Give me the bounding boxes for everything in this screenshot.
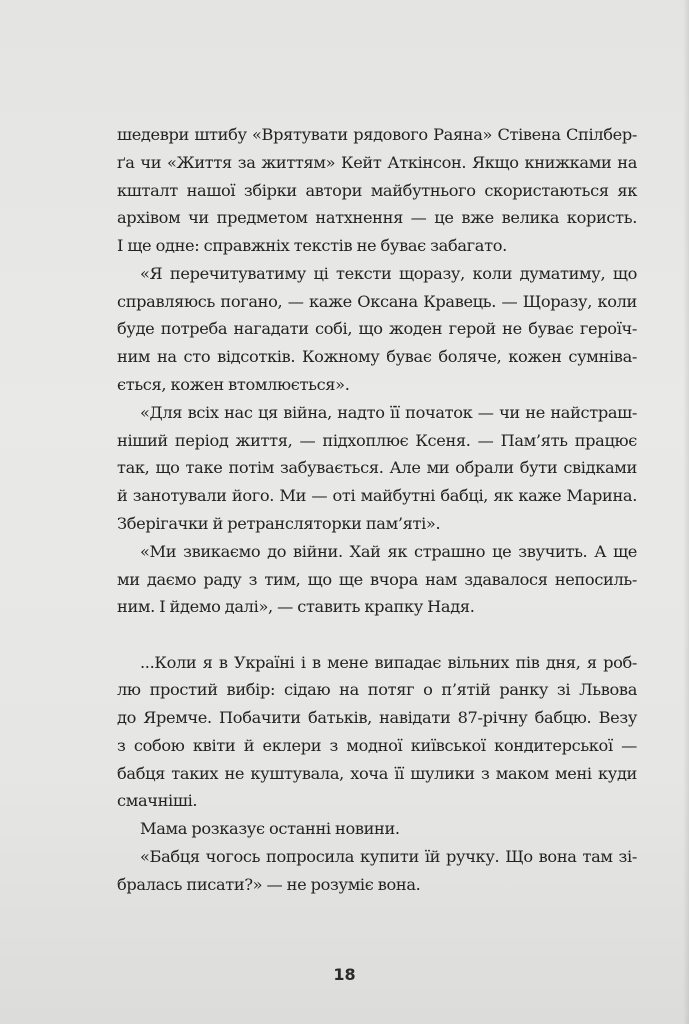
text-line: бралась писати?» — не розуміє вона. (117, 875, 421, 894)
text-line: шедеври штибу «Врятувати рядового Раяна» Стівена Спілбер- (117, 125, 637, 144)
text-line: ється, кожен втомлюється». (117, 375, 350, 394)
text-line: ним на сто відсотків. Кожному буває боляче, кожен сумніва- (117, 347, 637, 366)
text-line: Мама розказує останні новини. (140, 819, 400, 838)
text-line: справляюсь погано, — каже Оксана Кравець. — Щоразу, коли (117, 292, 637, 311)
text-line: бабця таких не куштувала, хоча її шулики з маком мені куди (117, 764, 637, 783)
text-line: ...Коли я в Україні і в мене випадає вільних пів дня, я роб- (140, 653, 637, 672)
text-line: до Яремче. Побачити батьків, навідати 87-річну бабцю. Везу (117, 708, 637, 727)
text-line: ґа чи «Життя за життям» Кейт Аткінсон. Якщо книжками на (117, 153, 637, 172)
text-line: буде потреба нагадати собі, що жоден герой не буває героїч- (117, 319, 637, 338)
text-line: «Я перечитуватиму ці тексти щоразу, коли думатиму, що (140, 264, 637, 283)
text-line: ним. І йдемо далі», — ставить крапку Надя. (117, 597, 475, 616)
text-line: смачніші. (117, 791, 198, 810)
text-line: І ще одне: справжніх текстів не буває забагато. (117, 236, 507, 255)
text-line: ніший період життя, — підхоплює Ксеня. — Пам’ять працює (117, 431, 637, 450)
text-line: й занотували його. Ми — оті майбутні бабці, як каже Марина. (117, 486, 637, 505)
text-line: «Бабця чогось попросила купити їй ручку. Що вона там зі- (140, 847, 637, 866)
text-line: «Ми звикаємо до війни. Хай як страшно це звучить. А ще (140, 542, 637, 561)
text-line: так, що таке потім забувається. Але ми обрали бути свідками (117, 458, 637, 477)
text-line: архівом чи предметом натхнення — це вже велика користь. (117, 208, 637, 227)
text-line: кшталт нашої збірки автори майбутнього скористаються як (117, 181, 637, 200)
text-line: з собою квіти й еклери з модної київської кондитерської — (117, 736, 637, 755)
page-number: 18 (333, 965, 356, 984)
page-edge-shadow (683, 0, 689, 1024)
text-line: Зберігачки й ретрансляторки пам’яті». (117, 514, 441, 533)
text-line: ми даємо раду з тим, що ще вчора нам здавалося непосиль- (117, 570, 637, 589)
text-line: «Для всіх нас ця війна, надто її початок — чи не найстраш- (140, 403, 637, 422)
text-line: лю простий вибір: сідаю на потяг о п’ятій ранку зі Львова (117, 680, 637, 699)
